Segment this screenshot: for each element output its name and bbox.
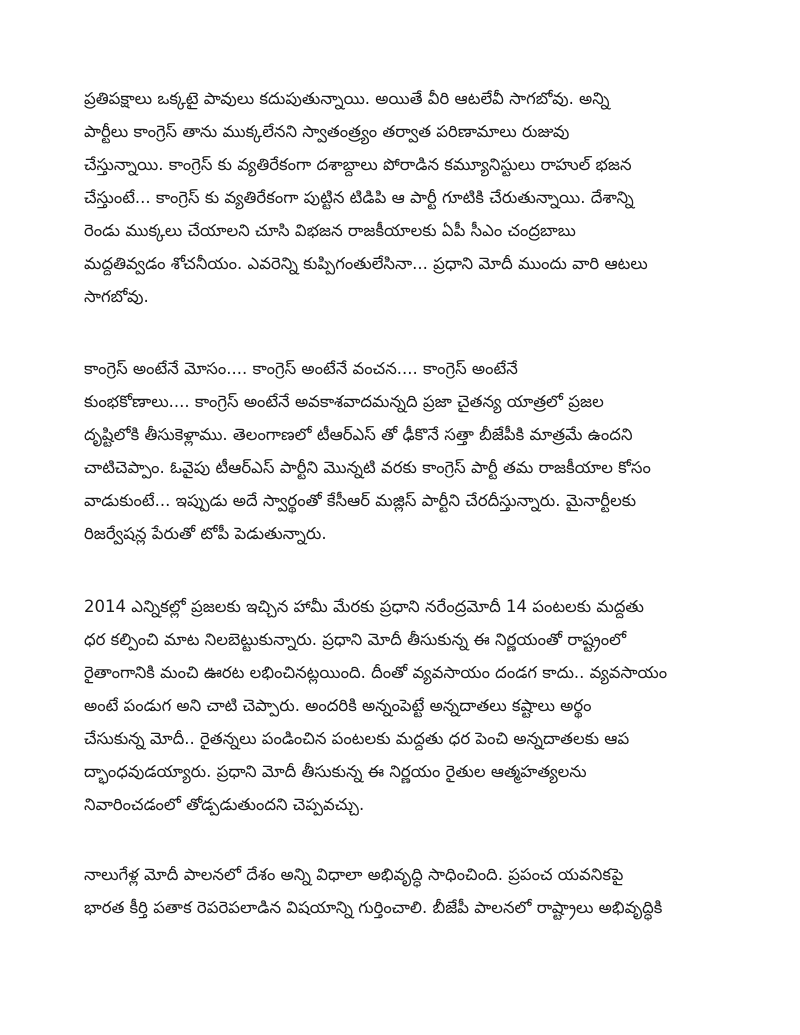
text-line: ప్రతిపక్షాలు ఒక్కటై పావులు కదుపుతున్నాయి. అయితే వీరి ఆటలేవీ సాగబోవు. అన్ని <box>84 89 610 108</box>
text-line: రెండు ముక్కలు చేయాలని చూసి విభజన రాజకీయాలకు ఏపీ సీఎం చంద్రబాబు <box>84 221 576 240</box>
text-line: చేసుకున్న మోదీ.. రైతన్నలు పండించిన పంటలకు మద్దతు ధర పెంచి అన్నదాతలకు ఆప <box>84 729 630 748</box>
text-line: దృష్టిలోకి తీసుకెళ్లాము. తెలంగాణలో టీఆర్ఎస్ తో ఢీకొనే సత్తా బీజేపీకి మాత్రమే ఉందని <box>84 425 633 444</box>
paragraph-farmers-support-price <box>84 590 724 821</box>
text-line: మద్దతివ్వడం శోచనీయం. ఎవరెన్ని కుప్పిగంతులేసినా... ప్రధాని మోదీ ముందు వారి ఆటలు <box>84 254 648 273</box>
text-line: సాగబోవు. <box>84 287 149 306</box>
paragraph-opposition-unity <box>84 82 724 313</box>
text-line: నివారించడంలో తోడ్పడుతుందని చెప్పవచ్చు. <box>84 795 365 814</box>
text-line: ధర కల్పించి మాట నిలబెట్టుకున్నారు. ప్రధాని మోదీ తీసుకున్న ఈ నిర్ణయంతో రాష్ట్రంలో <box>84 630 627 649</box>
text-line: కాంగ్రెస్ అంటేనే మోసం.... కాంగ్రెస్ అంటేనే వంచన.... కాంగ్రెస్ అంటేనే <box>84 359 518 378</box>
text-line: చాటిచెప్పాం. ఓవైపు టీఆర్ఎస్ పార్టీని మొన్నటి వరకు కాంగ్రెస్ పార్టీ తమ రాజకీయాల కోసం <box>84 458 651 477</box>
text-line: పార్టీలు కాంగ్రెస్ తాను ముక్కలేనని స్వాతంత్ర్యం తర్వాత పరిణామాలు రుజువు <box>84 122 570 141</box>
text-line: చేస్తుంటే... కాంగ్రెస్ కు వ్యతిరేకంగా పుట్టిన టిడిపి ఆ పార్టీ గూటికి చేరుతున్నాయి. దేశాన్ని <box>84 188 634 207</box>
text-line: కుంభకోణాలు.... కాంగ్రెస్ అంటేనే అవకాశవాదమన్నది ప్రజా చైతన్య యాత్రలో ప్రజల <box>84 392 604 411</box>
text-line: నాలుగేళ్ల మోదీ పాలనలో దేశం అన్ని విధాలా అభివృద్ధి సాధించింది. ప్రపంచ యవనికపై <box>84 865 624 884</box>
text-line: రిజర్వేషన్ల పేరుతో టోపీ పెడుతున్నారు. <box>84 524 327 543</box>
text-line: రైతాంగానికి మంచి ఊరట లభించినట్లయింది. దీంతో వ్యవసాయం దండగ కాదు.. వ్యవసాయం <box>84 663 668 682</box>
paragraph-development <box>84 858 724 924</box>
text-line: అంటే పండుగ అని చాటి చెప్పారు. అందరికి అన్నంపెట్టే అన్నదాతలు కష్టాలు అర్థం <box>84 696 592 715</box>
text-line: ద్భాంధవుడయ్యారు. ప్రధాని మోదీ తీసుకున్న ఈ నిర్ణయం రైతుల ఆత్మహత్యలను <box>84 762 587 781</box>
text-line: 2014 ఎన్నికల్లో ప్రజలకు ఇచ్చిన హామీ మేరకు ప్రధాని నరేంద్రమోదీ 14 పంటలకు మద్దతు <box>84 597 644 616</box>
text-line: భారత కీర్తి పతాక రెపరెపలాడిన విషయాన్ని గుర్తించాలి. బీజేపీ పాలనలో రాష్ట్రాలు అభివృద్ధికి <box>84 898 663 917</box>
text-line: చేస్తున్నాయి. కాంగ్రెస్ కు వ్యతిరేకంగా దశాబ్దాలు పోరాడిన కమ్యూనిస్టులు రాహుల్ భజన <box>84 155 632 174</box>
text-line: వాడుకుంటే... ఇప్పుడు అదే స్వార్థంతో కేసీఆర్ మజ్లిస్ పార్టీని చేరదీస్తున్నారు. మైనార్టీలకు <box>84 491 637 510</box>
paragraph-congress-criticism <box>84 352 724 550</box>
